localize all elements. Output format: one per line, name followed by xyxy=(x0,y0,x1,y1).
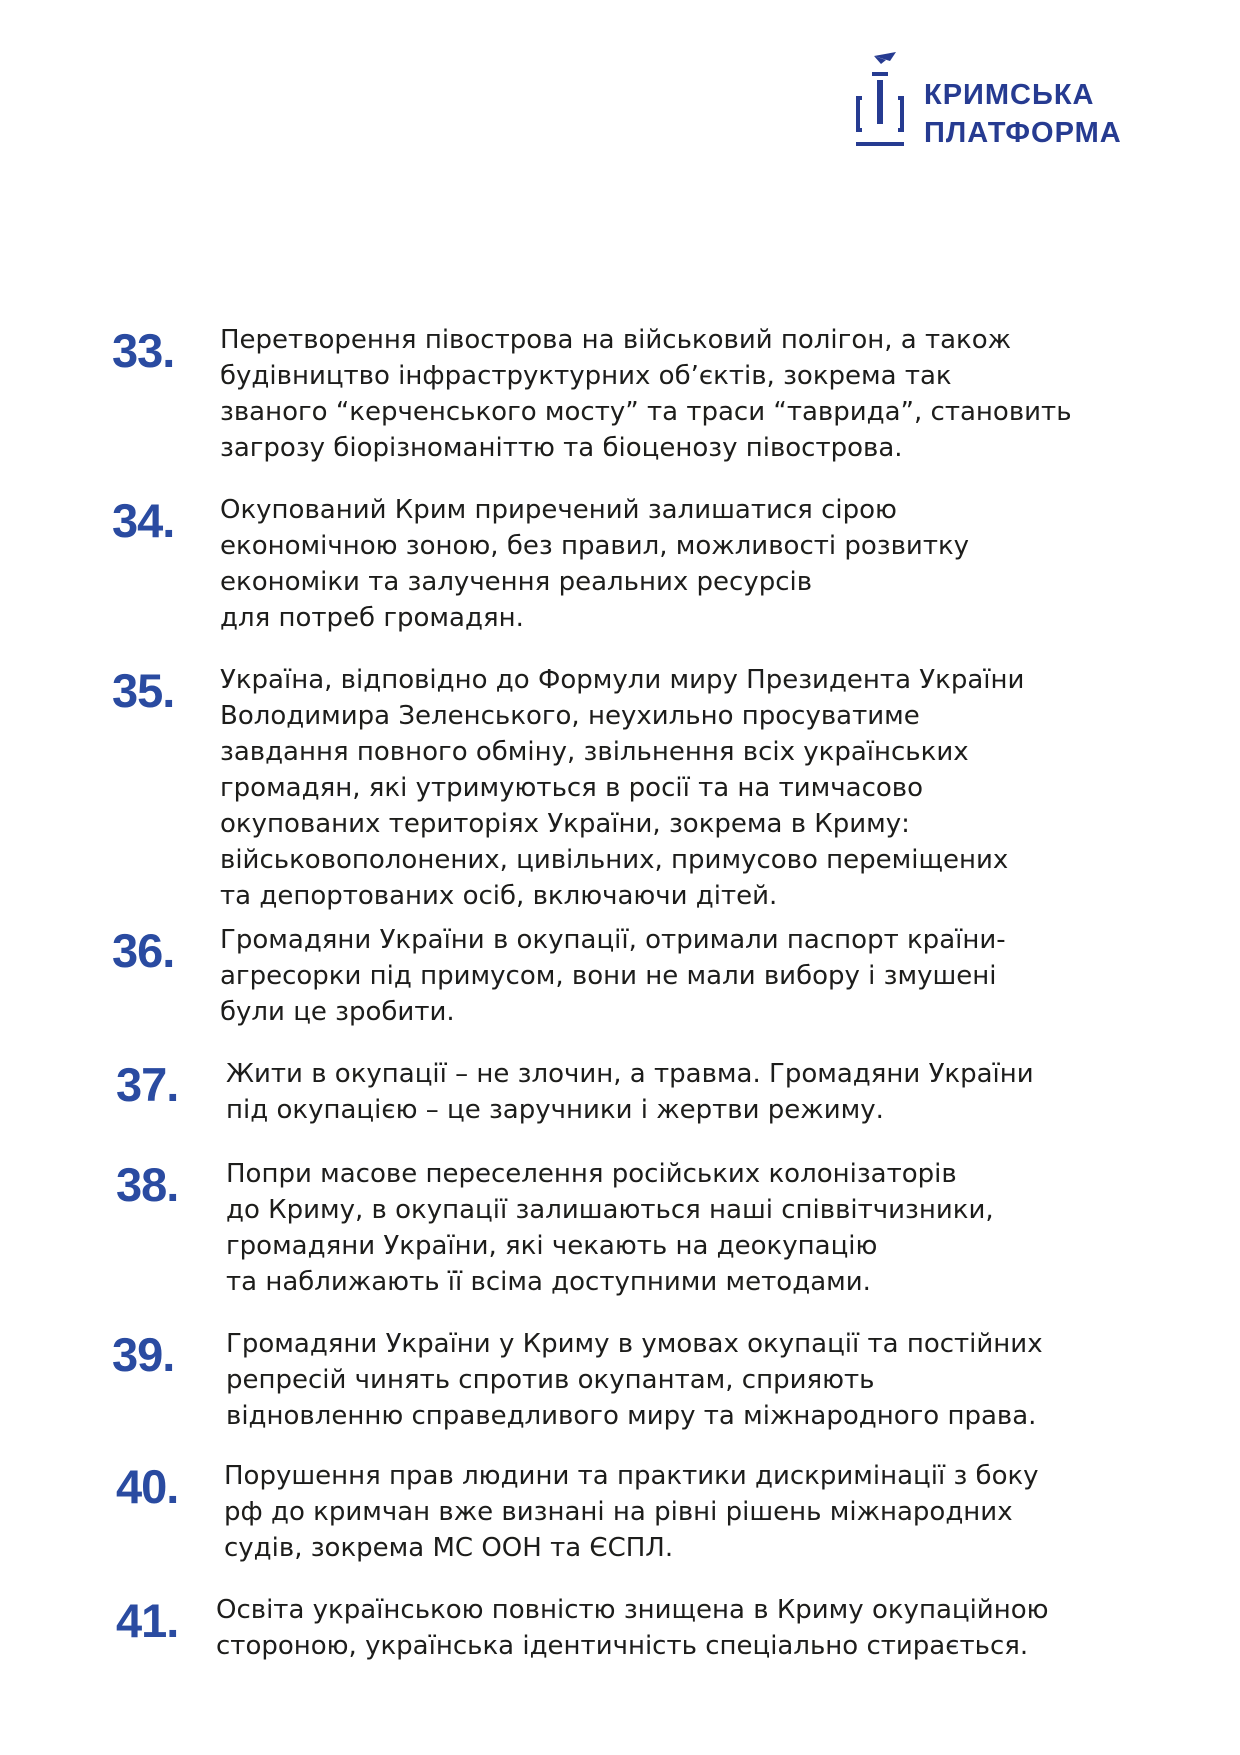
item-text-line: агресорки під примусом, вони не мали вибору і змушені xyxy=(220,961,997,991)
item-text xyxy=(216,1592,1216,1664)
item-text-line: Жити в окупації – не злочин, а травма. Громадяни України xyxy=(226,1059,1034,1089)
item-text-line: окупованих територіях України, зокрема в Криму: xyxy=(220,809,910,839)
item-text xyxy=(220,662,1220,914)
item-text-line: завдання повного обміну, звільнення всіх українських xyxy=(220,737,969,767)
item-text-line: під окупацією – це заручники і жертви режиму. xyxy=(226,1095,884,1125)
item-text xyxy=(226,1326,1226,1434)
item-text-line: громадяни України, які чекають на деокупацію xyxy=(226,1231,878,1261)
item-text-line: громадян, які утримуються в росії та на тимчасово xyxy=(220,773,924,803)
item-text-line: Освіта українською повністю знищена в Криму окупаційною xyxy=(216,1595,1049,1625)
item-text xyxy=(220,322,1220,466)
item-text xyxy=(226,1056,1226,1128)
crimea-platform-emblem-icon xyxy=(850,52,910,156)
item-text-line: до Криму, в окупації залишаються наші співвітчизники, xyxy=(226,1195,994,1225)
item-text-line: були це зробити. xyxy=(220,997,455,1027)
item-text xyxy=(224,1458,1224,1566)
logo-line-2: ПЛАТФОРМА xyxy=(924,117,1122,149)
item-number: 38. xyxy=(116,1158,179,1211)
item-text-line: Порушення прав людини та практики дискримінації з боку xyxy=(224,1461,1039,1491)
logo-wordmark xyxy=(924,76,1122,152)
item-text-line: судів, зокрема МС ООН та ЄСПЛ. xyxy=(224,1533,674,1563)
item-text-line: будівництво інфраструктурних об’єктів, зокрема так xyxy=(220,361,952,391)
item-text-line: Володимира Зеленського, неухильно просуватиме xyxy=(220,701,920,731)
item-number: 37. xyxy=(116,1058,179,1111)
item-text-line: стороною, українська ідентичність спеціально стирається. xyxy=(216,1631,1029,1661)
item-number: 34. xyxy=(112,494,175,547)
item-text-line: рф до кримчан вже визнані на рівні рішень міжнародних xyxy=(224,1497,1013,1527)
item-number: 40. xyxy=(116,1460,179,1513)
item-text-line: економіки та залучення реальних ресурсів xyxy=(220,567,813,597)
item-text-line: та депортованих осіб, включаючи дітей. xyxy=(220,881,778,911)
item-text xyxy=(220,492,1220,636)
logo-line-1: КРИМСЬКА xyxy=(924,79,1095,111)
item-text-line: Перетворення півострова на військовий полігон, а також xyxy=(220,325,1012,355)
item-number: 33. xyxy=(112,324,175,377)
item-text-line: економічною зоною, без правил, можливості розвитку xyxy=(220,531,970,561)
item-text-line: репресій чинять спротив окупантам, сприяють xyxy=(226,1365,875,1395)
item-text-line: Окупований Крим приречений залишатися сірою xyxy=(220,495,897,525)
item-text-line: Попри масове переселення російських колонізаторів xyxy=(226,1159,957,1189)
item-text-line: та наближають її всіма доступними методами. xyxy=(226,1267,871,1297)
item-number: 39. xyxy=(112,1328,175,1381)
item-number: 35. xyxy=(112,664,175,717)
item-text-line: загрозу біорізноманіттю та біоценозу півострова. xyxy=(220,433,903,463)
item-text-line: військовополонених, цивільних, примусово переміщених xyxy=(220,845,1009,875)
item-text-line: Громадяни України у Криму в умовах окупації та постійних xyxy=(226,1329,1043,1359)
item-text-line: званого “керченського мосту” та траси “таврида”, становить xyxy=(220,397,1072,427)
item-text-line: Громадяни України в окупації, отримали паспорт країни- xyxy=(220,925,1006,955)
item-text-line: Україна, відповідно до Формули миру Президента України xyxy=(220,665,1025,695)
crimea-platform-logo xyxy=(850,52,1150,162)
item-number: 36. xyxy=(112,924,175,977)
item-text-line: відновленню справедливого миру та міжнародного права. xyxy=(226,1401,1037,1431)
item-number: 41. xyxy=(116,1594,179,1647)
item-text xyxy=(226,1156,1226,1300)
item-text-line: для потреб громадян. xyxy=(220,603,524,633)
item-text xyxy=(220,922,1220,1030)
